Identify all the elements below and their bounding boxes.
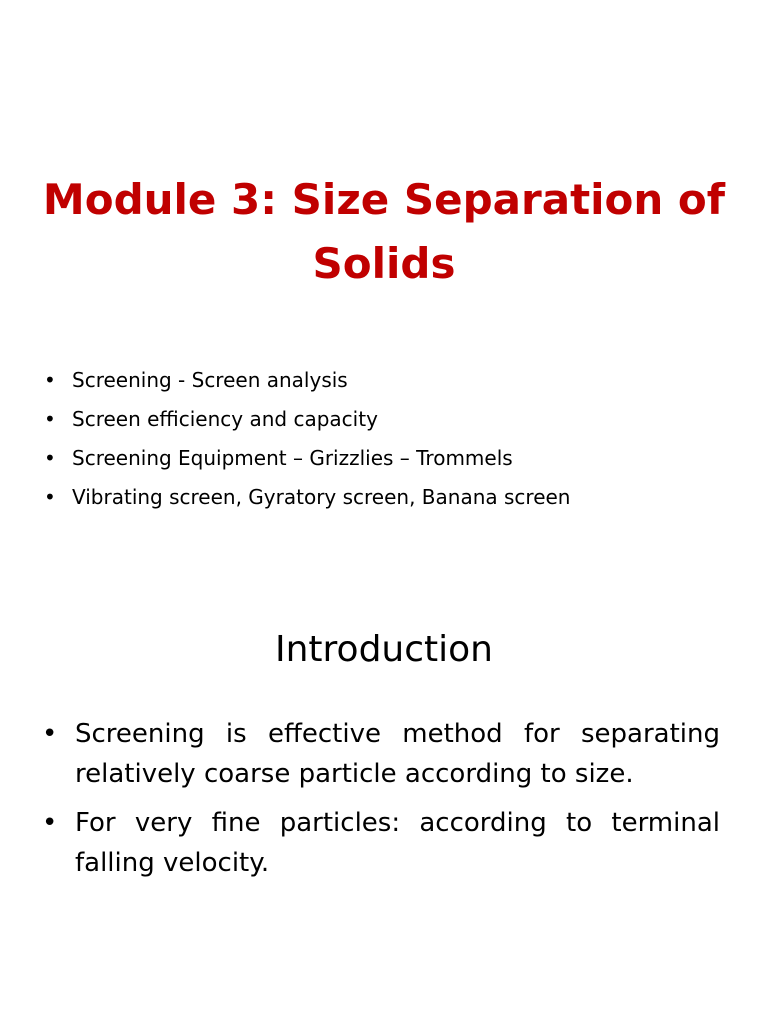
list-item-text: Screening - Screen analysis (72, 368, 348, 392)
list-item (40, 439, 740, 478)
list-item-text: Screening is effective method for separating relatively coarse particle according to size. (75, 719, 720, 789)
bullet-icon: • (42, 719, 58, 749)
module-title: Module 3: Size Separation of Solids (42, 175, 726, 288)
list-item-text: For very fine particles: according to terminal falling velocity. (75, 808, 720, 878)
list-item (40, 400, 740, 439)
bullet-icon: • (44, 407, 56, 431)
introduction-list (40, 714, 720, 892)
list-item-text: Screening Equipment – Grizzlies – Trommels (72, 446, 513, 470)
bullet-icon: • (44, 368, 56, 392)
list-item (40, 803, 720, 883)
list-item (40, 714, 720, 794)
topic-list (40, 361, 740, 517)
bullet-icon: • (42, 808, 58, 838)
list-item (40, 361, 740, 400)
list-item-text: Screen efficiency and capacity (72, 407, 378, 431)
bullet-icon: • (44, 485, 56, 509)
slide-introduction (0, 512, 768, 1024)
introduction-title: Introduction (274, 629, 493, 670)
list-item-text: Vibrating screen, Gyratory screen, Banana screen (72, 485, 571, 509)
bullet-icon: • (44, 446, 56, 470)
